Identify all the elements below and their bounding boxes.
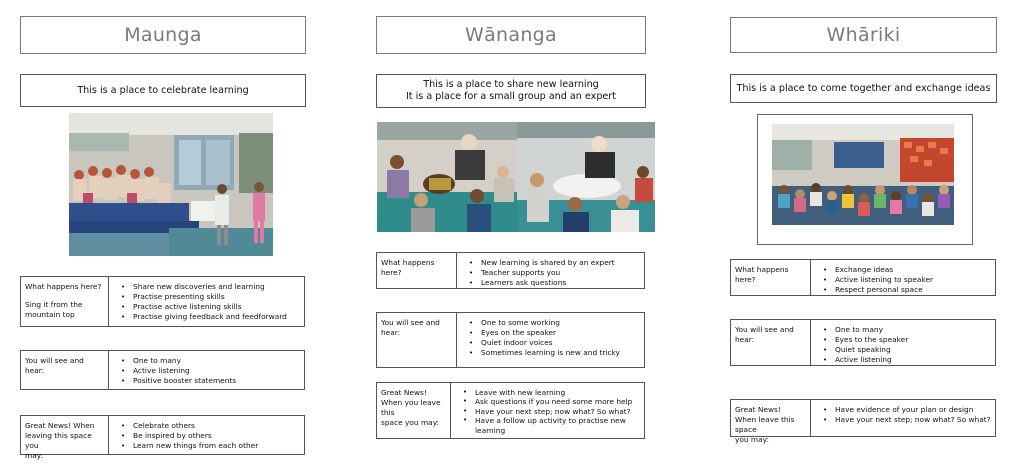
label-line: What happens here? bbox=[735, 265, 789, 284]
maunga-what-happens-list bbox=[109, 277, 289, 326]
label-line: When leave this space bbox=[735, 415, 795, 434]
label-line: leaving this space you bbox=[25, 431, 92, 450]
wananga-great-news-label bbox=[377, 383, 451, 438]
maunga-what-happens-label bbox=[21, 277, 109, 326]
list-item: • One to some working bbox=[469, 318, 620, 328]
label-line: What happens here? bbox=[25, 282, 102, 291]
list-item: • Celebrate others bbox=[121, 421, 258, 431]
list-item: • Respect personal space bbox=[823, 285, 933, 295]
whariki-what-happens-box bbox=[730, 259, 996, 296]
maunga-see-hear-list bbox=[109, 351, 238, 389]
list-item: • Eyes on the speaker bbox=[469, 328, 620, 338]
maunga-subtitle-line: This is a place to celebrate learning bbox=[77, 84, 249, 96]
label-line: You will see and hear: bbox=[25, 356, 84, 375]
maunga-see-hear-box bbox=[20, 350, 305, 390]
whariki-great-news-box bbox=[730, 399, 996, 444]
list-item: • Have a follow up activity to practise new learning bbox=[463, 416, 642, 435]
maunga-great-news-box bbox=[20, 415, 305, 460]
maunga-what-happens-box bbox=[20, 276, 305, 327]
list-item: • Exchange ideas bbox=[823, 265, 933, 275]
label-line: When you leave this bbox=[381, 398, 441, 417]
label-line: you may: bbox=[735, 435, 769, 444]
wananga-great-news-list bbox=[451, 383, 644, 438]
label-line: Great News! bbox=[381, 388, 427, 397]
whariki-subtitle-line: This is a place to come together and exchange ideas bbox=[736, 82, 991, 94]
list-item: • Positive booster statements bbox=[121, 376, 236, 386]
list-item: • One to many bbox=[121, 356, 236, 366]
maunga-see-hear-label bbox=[21, 351, 109, 389]
list-item: • Active listening bbox=[121, 366, 236, 376]
wananga-see-hear-label bbox=[377, 313, 457, 367]
label-line: Sing it from the bbox=[25, 300, 83, 309]
wananga-subtitle-line: It is a place for a small group and an expert bbox=[405, 91, 617, 102]
whariki-see-hear-box bbox=[730, 319, 996, 366]
wananga-great-news-box bbox=[376, 382, 645, 439]
list-item: • Teacher supports you bbox=[469, 268, 615, 278]
label-line: Great News! When bbox=[25, 421, 95, 430]
list-item: • Quiet speaking bbox=[823, 345, 908, 355]
list-item: • New learning is shared by an expert bbox=[469, 258, 615, 268]
maunga-subtitle bbox=[20, 74, 306, 107]
wananga-see-hear-list bbox=[457, 313, 622, 367]
list-item: • Practise presenting skills bbox=[121, 292, 287, 302]
list-item: • Be inspired by others bbox=[121, 431, 258, 441]
list-item: • Eyes to the speaker bbox=[823, 335, 908, 345]
list-item: • Sometimes learning is new and tricky bbox=[469, 348, 620, 358]
list-item: • Ask questions if you need some more help bbox=[463, 397, 642, 406]
maunga-great-news-label bbox=[21, 416, 109, 460]
whariki-title: Whāriki bbox=[730, 17, 997, 53]
label-line: You will see and hear: bbox=[735, 325, 794, 344]
list-item: • Have evidence of your plan or design bbox=[823, 405, 991, 415]
maunga-title: Maunga bbox=[20, 16, 306, 54]
whariki-photo bbox=[772, 124, 954, 225]
label-line: mountain top bbox=[25, 310, 75, 319]
list-item: • Practise giving feedback and feedforward bbox=[121, 312, 287, 322]
list-item: • Active listening to speaker bbox=[823, 275, 933, 285]
whariki-see-hear-label bbox=[731, 320, 811, 365]
list-item: • Leave with new learning bbox=[463, 388, 642, 397]
wananga-what-happens-list bbox=[457, 253, 617, 288]
list-item: • Share new discoveries and learning bbox=[121, 282, 287, 292]
list-item: • Quiet indoor voices bbox=[469, 338, 620, 348]
wananga-see-hear-box bbox=[376, 312, 645, 368]
label-line: space you may: bbox=[381, 418, 440, 427]
wananga-subtitle-line: This is a place to share new learning bbox=[423, 79, 599, 90]
maunga-photo bbox=[69, 113, 273, 256]
whariki-great-news-label bbox=[731, 400, 811, 444]
whariki-see-hear-list bbox=[811, 320, 910, 365]
whariki-what-happens-label bbox=[731, 260, 811, 295]
whariki-great-news-list bbox=[811, 400, 993, 436]
wananga-what-happens-label bbox=[377, 253, 457, 288]
label-line: Great News! bbox=[735, 405, 781, 414]
whariki-subtitle bbox=[730, 74, 997, 103]
list-item: • Active listening bbox=[823, 355, 908, 365]
maunga-great-news-list bbox=[109, 416, 260, 454]
list-item: • Learners ask questions bbox=[469, 278, 615, 288]
wananga-subtitle bbox=[376, 74, 646, 108]
list-item: • Have your next step; now what? So what? bbox=[823, 415, 991, 425]
whariki-what-happens-list bbox=[811, 260, 935, 295]
label-line: You will see and hear: bbox=[381, 318, 440, 337]
wananga-title: Wānanga bbox=[376, 16, 646, 54]
list-item: • Practise active listening skills bbox=[121, 302, 287, 312]
list-item: • Learn new things from each other bbox=[121, 441, 258, 451]
list-item: • One to many bbox=[823, 325, 908, 335]
label-line: What happens here? bbox=[381, 258, 435, 277]
wananga-photo bbox=[377, 122, 655, 232]
wananga-what-happens-box bbox=[376, 252, 645, 289]
label-line: may: bbox=[25, 451, 44, 460]
list-item: • Have your next step; now what? So what? bbox=[463, 407, 642, 416]
